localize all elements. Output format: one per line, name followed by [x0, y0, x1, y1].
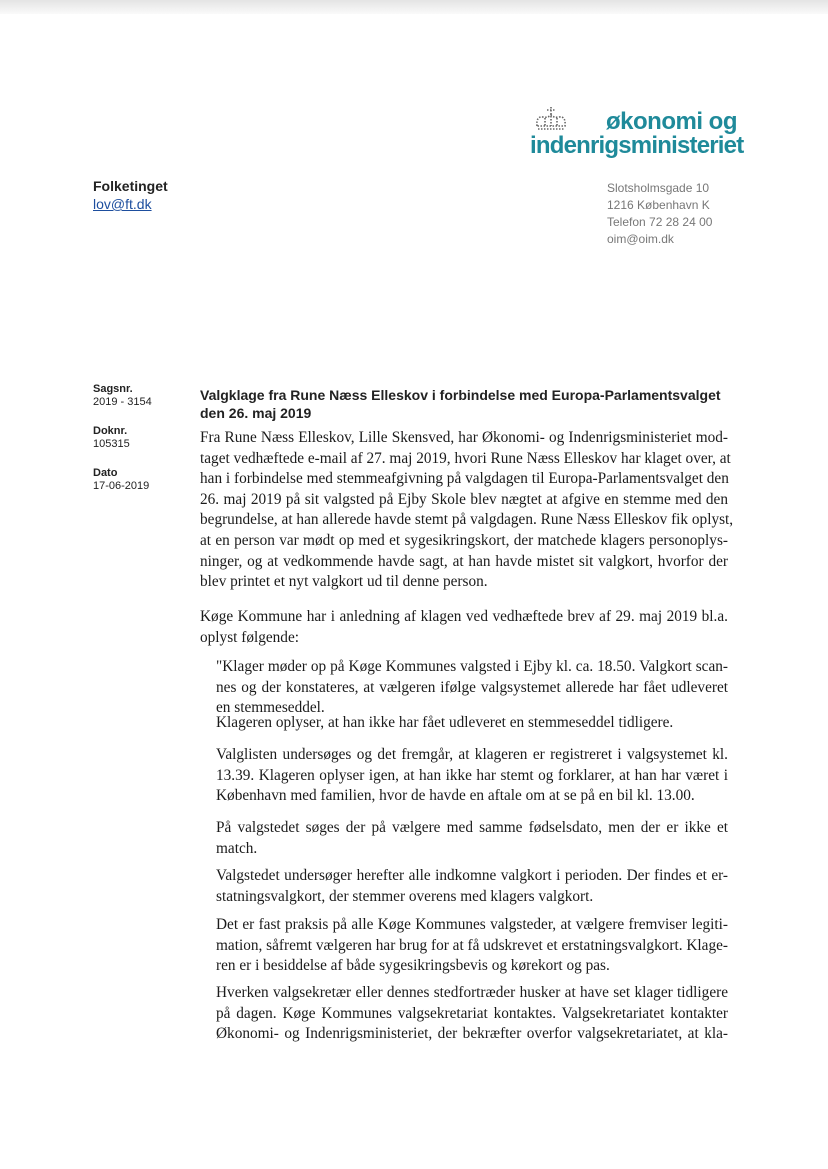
logo-text-line2: indenrigsministeriet: [530, 132, 744, 159]
address-email: oim@oim.dk: [607, 232, 674, 246]
paragraph-line: taget vedhæftede e-mail af 27. maj 2019, hvori Rune Næss Elleskov har klaget over, at: [200, 449, 731, 467]
title-line: den 26. maj 2019: [200, 405, 312, 421]
quoted-paragraph: [216, 915, 728, 977]
paragraph-line: København med familien, hvor de havde en aftale om at se på en bil kl. 13.00.: [216, 787, 695, 805]
meta-date: [93, 467, 149, 493]
meta-value: 105315: [93, 438, 130, 450]
paragraph-line: begrundelse, at han allerede havde stemt på valgdagen. Rune Næss Elleskov fik oplyst,: [200, 511, 734, 529]
paragraph-line: 13.39. Klageren oplyser igen, at han ikke har stemt og forklarer, at han har været i: [216, 766, 728, 784]
quoted-paragraph: [216, 818, 728, 859]
paragraph-line: På valgstedet søges der på vælgere med samme fødselsdato, men der er ikke et: [216, 819, 728, 836]
meta-label: Dato: [93, 467, 118, 479]
meta-label: Sagsnr.: [93, 383, 133, 395]
address-city: 1216 København K: [607, 198, 710, 212]
paragraph-line: Valgstedet undersøger herefter alle indkomne valgkort i perioden. Der findes et er-: [216, 867, 728, 884]
paragraph-line: 26. maj 2019 på sit valgsted på Ejby Skole blev nægtet at afgive en stemme med den: [200, 490, 728, 508]
paragraph-line: Klageren oplyser, at han ikke har fået udleveret en stemmeseddel tidligere.: [216, 714, 674, 731]
quoted-paragraph: [216, 866, 728, 907]
paragraph-line: match.: [216, 839, 258, 857]
paragraph-line: mation, såfremt vælgeren har brug for at få udskrevet et erstatningsvalgkort. Klage-: [216, 936, 728, 954]
paragraph-line: Økonomi- og Indenrigsministeriet, der bekræfter overfor valgsekretariatet, at kla-: [216, 1025, 728, 1043]
quoted-paragraph: [216, 745, 728, 807]
paragraph-line: ren er i besiddelse af både sygesikringsbevis og kørekort og pas.: [216, 957, 610, 975]
meta-value: 17-06-2019: [93, 480, 150, 492]
meta-case-number: [93, 383, 152, 409]
paragraph-line: Det er fast praksis på alle Køge Kommunes valgsteder, at vælgere fremviser legiti-: [216, 916, 728, 933]
logo-text-line1: økonomi og: [606, 108, 737, 135]
paragraph-line: Køge Kommune har i anledning af klagen ved vedhæftede brev af 29. maj 2019 bl.a.: [200, 608, 728, 625]
sender-address: [607, 180, 712, 248]
paragraph-line: på dagen. Køge Kommunes valgsekretariat kontaktes. Valgsekretariatet kontakter: [216, 1004, 728, 1022]
quoted-paragraph: [216, 983, 728, 1045]
paragraph-line: statningsvalgkort, der stemmer overens med klagers valgkort.: [216, 887, 594, 905]
scan-edge: [0, 0, 828, 14]
meta-value: 2019 - 3154: [93, 396, 152, 408]
paragraph-line: Valglisten undersøges og det fremgår, at klageren er registreret i valgsystemet kl.: [216, 746, 728, 763]
paragraph-line: Hverken valgsekretær eller dennes stedfortræder husker at have set klager tidligere: [216, 984, 728, 1001]
address-phone: Telefon 72 28 24 00: [607, 215, 713, 229]
body-paragraph: [200, 607, 728, 648]
letter-title: [200, 386, 732, 422]
paragraph-line: Fra Rune Næss Elleskov, Lille Skensved, har Økonomi- og Indenrigsministeriet mod-: [200, 429, 728, 446]
meta-label: Doknr.: [93, 425, 128, 437]
ministry-logo: [530, 106, 744, 166]
quoted-paragraph: [216, 713, 728, 734]
paragraph-line: oplyst følgende:: [200, 628, 299, 646]
paragraph-line: "Klager møder op på Køge Kommunes valgsted i Ejby kl. ca. 18.50. Valgkort scan-: [216, 658, 728, 675]
paragraph-line: han i forbindelse med stemmeafgivning på valgdagen til Europa-Parlamentsvalget den: [200, 470, 729, 488]
recipient-name: Folketinget: [93, 178, 168, 194]
address-street: Slotsholmsgade 10: [607, 181, 710, 195]
recipient-email-link[interactable]: lov@ft.dk: [93, 196, 152, 212]
paragraph-line: en stemmeseddel.: [216, 699, 325, 717]
crown-icon: [534, 106, 568, 132]
quoted-paragraph: [216, 657, 728, 719]
paragraph-line: at en person var mødt op med et sygesikringskort, der matchede klagers personoplys-: [200, 531, 728, 549]
paragraph-line: blev printet et nyt valgkort ud til denne person.: [200, 573, 488, 591]
title-line: Valgklage fra Rune Næss Elleskov i forbindelse med Europa-Parlamentsvalget: [200, 387, 721, 403]
paragraph-line: ninger, og at vedkommende havde sagt, at han havde mistet sit valgkort, hvorfor der: [200, 552, 728, 570]
meta-document-number: [93, 425, 130, 451]
body-paragraph: [200, 428, 734, 593]
paragraph-line: nes og der konstateres, at vælgeren ifølge valgsystemet allerede har fået udleveret: [216, 678, 728, 696]
